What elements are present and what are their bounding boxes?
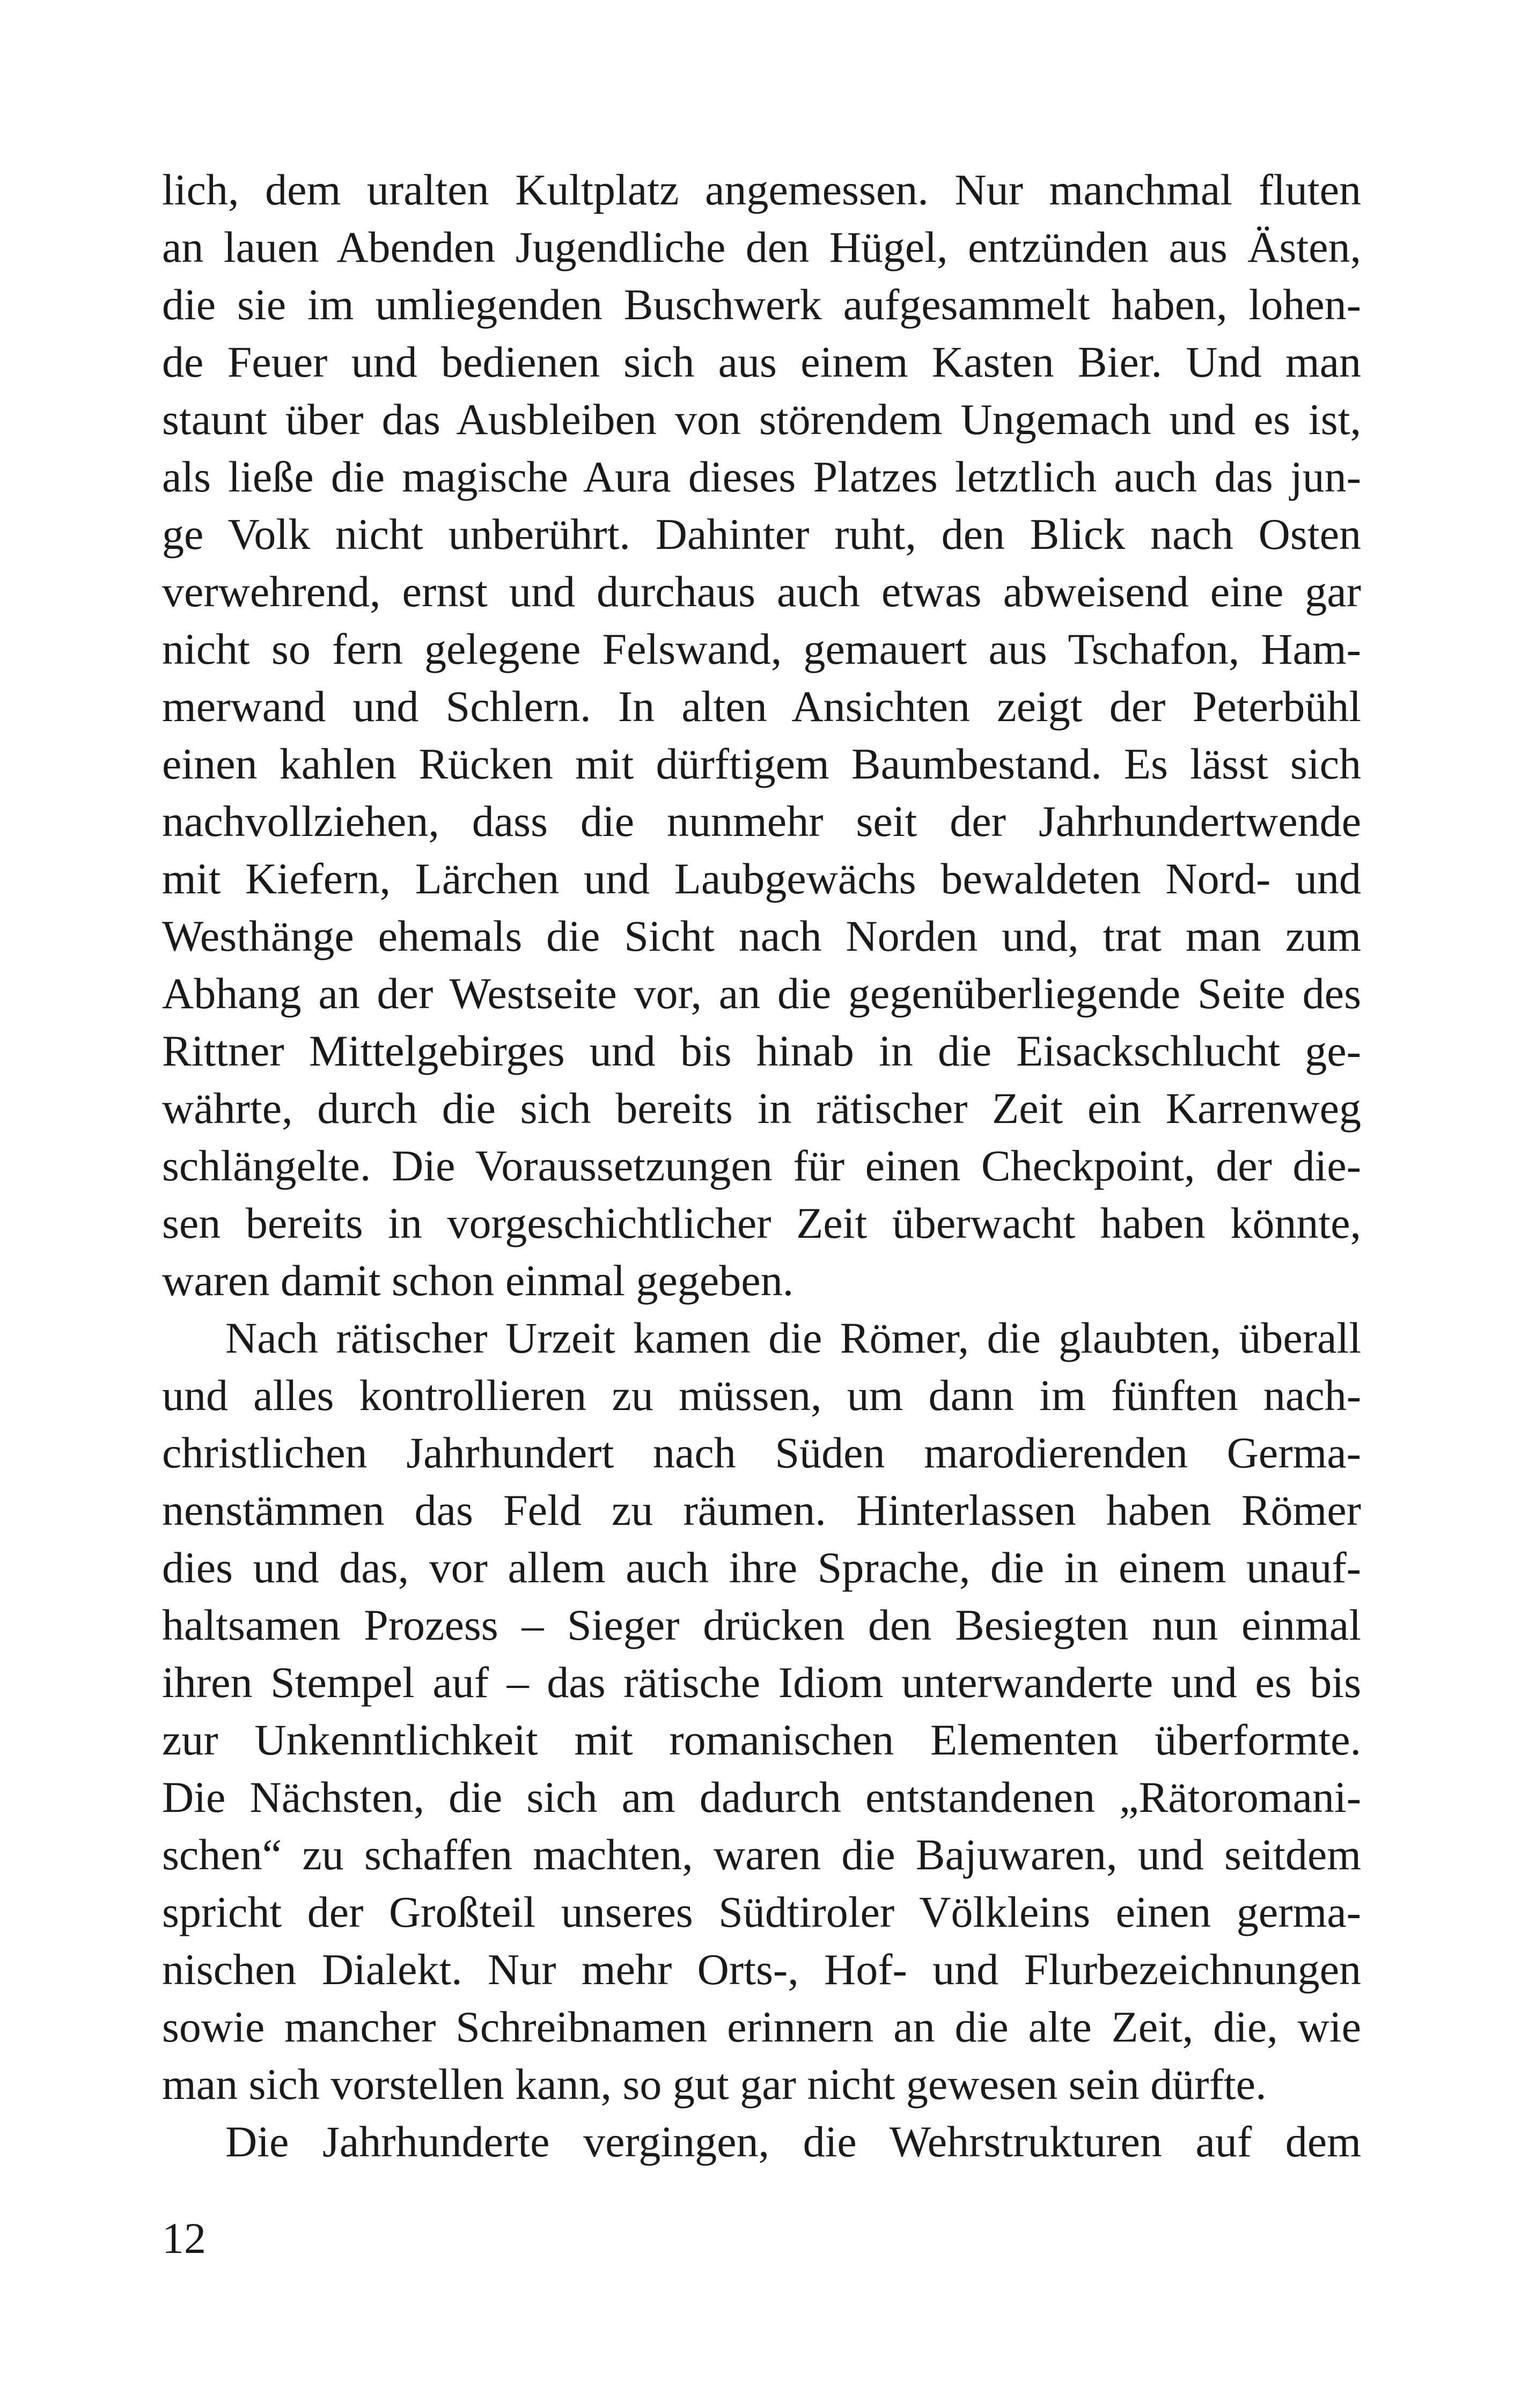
text-line: zur Unkenntlichkeit mit romanischen Elementen überformte. bbox=[162, 1715, 1361, 1764]
page-number: 12 bbox=[162, 2214, 206, 2263]
text-line: dies und das, vor allem auch ihre Sprache, die in einem unauf- bbox=[162, 1543, 1361, 1592]
paragraph bbox=[162, 161, 1361, 1309]
text-line: Die Jahrhunderte vergingen, die Wehrstrukturen auf dem bbox=[225, 2117, 1361, 2166]
text-line: waren damit schon einmal gegeben. bbox=[162, 1256, 794, 1305]
text-line: schen“ zu schaffen machten, waren die Bajuwaren, und seitdem bbox=[162, 1830, 1361, 1879]
text-line: mit Kiefern, Lärchen und Laubgewächs bewaldeten Nord- und bbox=[162, 854, 1361, 903]
text-line: nischen Dialekt. Nur mehr Orts-, Hof- und Flurbezeichnungen bbox=[162, 1945, 1361, 1994]
text-line: nenstämmen das Feld zu räumen. Hinterlassen haben Römer bbox=[162, 1486, 1361, 1535]
text-line: nicht so fern gelegene Felswand, gemauert aus Tschafon, Ham- bbox=[162, 625, 1361, 673]
text-line: einen kahlen Rücken mit dürftigem Baumbestand. Es lässt sich bbox=[162, 739, 1361, 788]
text-line: Die Nächsten, die sich am dadurch entstandenen „Rätoromani- bbox=[162, 1773, 1361, 1822]
text-line: man sich vorstellen kann, so gut gar nicht gewesen sein dürfte. bbox=[162, 2060, 1267, 2109]
text-line: merwand und Schlern. In alten Ansichten zeigt der Peterbühl bbox=[162, 682, 1361, 731]
text-line: nachvollziehen, dass die nunmehr seit der Jahrhundertwende bbox=[162, 797, 1361, 846]
text-line: staunt über das Ausbleiben von störendem Ungemach und es ist, bbox=[162, 395, 1361, 444]
text-line: als ließe die magische Aura dieses Platzes letztlich auch das jun- bbox=[162, 452, 1361, 501]
text-line: ge Volk nicht unberührt. Dahinter ruht, den Blick nach Osten bbox=[162, 510, 1361, 559]
text-line: verwehrend, ernst und durchaus auch etwas abweisend eine gar bbox=[162, 567, 1361, 616]
text-line: lich, dem uralten Kultplatz angemessen. Nur manchmal fluten bbox=[162, 165, 1361, 214]
text-line: Westhänge ehemals die Sicht nach Norden und, trat man zum bbox=[162, 912, 1361, 960]
text-line: Nach rätischer Urzeit kamen die Römer, die glaubten, überall bbox=[225, 1313, 1361, 1362]
body-text bbox=[162, 161, 1361, 2170]
text-line: an lauen Abenden Jugendliche den Hügel, entzünden aus Ästen, bbox=[162, 223, 1361, 271]
text-line: sen bereits in vorgeschichtlicher Zeit überwacht haben könnte, bbox=[162, 1199, 1361, 1247]
text-line: Abhang an der Westseite vor, an die gegenüberliegende Seite des bbox=[162, 969, 1361, 1018]
text-line: ihren Stempel auf – das rätische Idiom unterwanderte und es bis bbox=[162, 1658, 1361, 1707]
text-line: währte, durch die sich bereits in rätischer Zeit ein Karrenweg bbox=[162, 1084, 1361, 1133]
text-line: de Feuer und bedienen sich aus einem Kasten Bier. Und man bbox=[162, 337, 1361, 386]
text-line: Rittner Mittelgebirges und bis hinab in die Eisackschlucht ge- bbox=[162, 1026, 1361, 1075]
text-line: spricht der Großteil unseres Südtiroler Völkleins einen germa- bbox=[162, 1888, 1361, 1936]
text-line: christlichen Jahrhundert nach Süden marodierenden Germa- bbox=[162, 1428, 1361, 1477]
text-line: die sie im umliegenden Buschwerk aufgesammelt haben, lohen- bbox=[162, 280, 1361, 329]
paragraph bbox=[162, 2113, 1361, 2170]
text-line: schlängelte. Die Voraussetzungen für einen Checkpoint, der die- bbox=[162, 1141, 1361, 1190]
text-line: und alles kontrollieren zu müssen, um dann im fünften nach- bbox=[162, 1371, 1361, 1420]
paragraph bbox=[162, 1309, 1361, 2113]
text-line: haltsamen Prozess – Sieger drücken den Besiegten nun einmal bbox=[162, 1601, 1361, 1649]
text-line: sowie mancher Schreibnamen erinnern an die alte Zeit, die, wie bbox=[162, 2002, 1361, 2051]
